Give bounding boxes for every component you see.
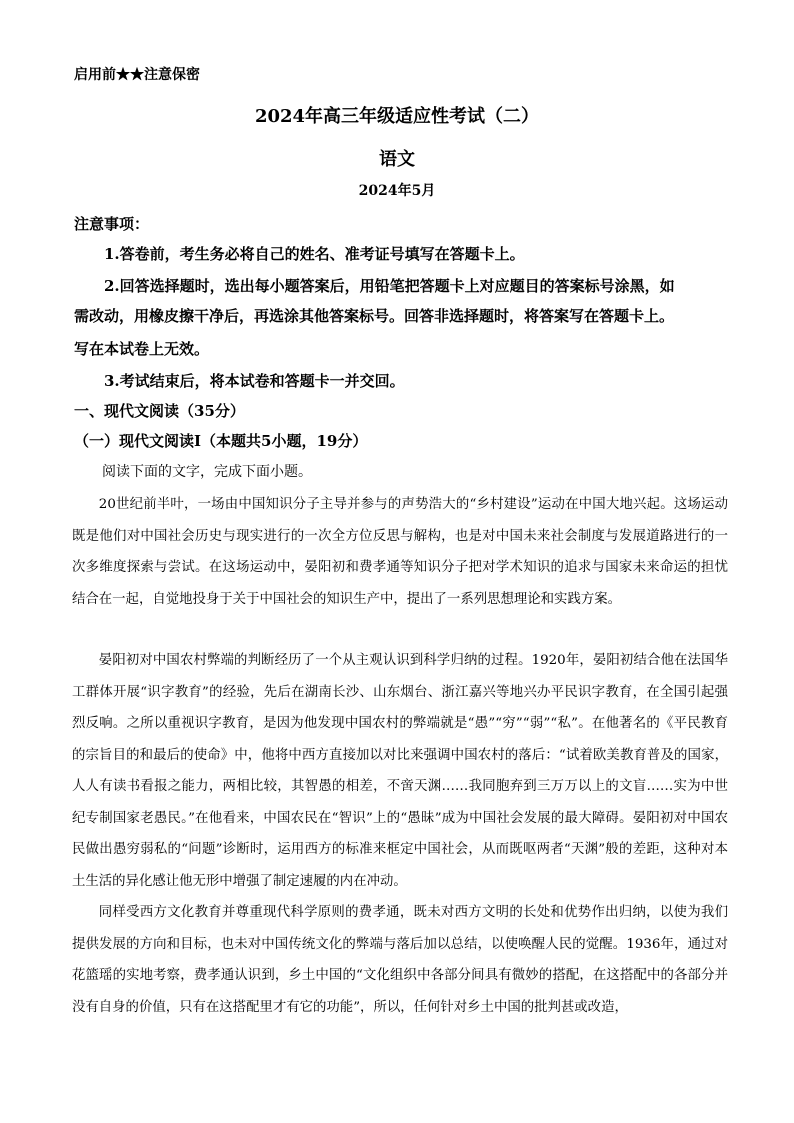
exam-date: 2024年5月 (358, 183, 436, 199)
notes-item-3: 3.考试结束后，将本试卷和答题卡一并交回。 (104, 372, 405, 390)
passage-paragraph-3: 同样受西方文化教育并尊重现代科学原则的费孝通，既未对西方文明的长处和优势作出归纳，以使为我们提供发展的方向和目标，也未对中国传统文化的弊端与落后加以总结，以使唤醒人民的觉醒。1936年，通过对花篮瑶的实地考察，费孝通认识到，乡土中国的“文化组织中各部分间具有微妙的搭配，在这搭配中的各部分并没有自身的价值，只有在这搭配里才有它的功能”，所以，任何针对乡土中国的批判甚或改造， (72, 905, 728, 1015)
exam-title: 2024年高三年级适应性考试（二） (254, 106, 540, 127)
confidential-label: 启用前★★注意保密 (74, 67, 200, 83)
section-heading: 一、现代文阅读（35分） (74, 402, 245, 420)
notes-heading: 注意事项： (74, 215, 150, 233)
subject-title: 语文 (379, 149, 415, 170)
notes-item-2-end: 写在本试卷上无效。 (74, 340, 210, 358)
notes-item-1: 1.答卷前，考生务必将自己的姓名、准考证号填写在答题卡上。 (104, 245, 525, 263)
passage-paragraph-1: 20世纪前半叶，一场由中国知识分子主导并参与的声势浩大的“乡村建设”运动在中国大地兴起。这场运动既是他们对中国社会历史与现实进行的一次全方位反思与解构，也是对中国未来社会制度与发展道路进行的一次多维度探索与尝试。在这场运动中，晏阳初和费孝通等知识分子把对学术知识的追求与国家未来命运的担忧结合在一起，自觉地投身于关于中国社会的知识生产中，提出了一系列思想理论和实践方案。 (72, 497, 728, 607)
notes-item-2: 2.回答选择题时，选出每小题答案后，用铅笔把答题卡上对应题目的答案标号涂黑，如 (104, 277, 675, 295)
subsection-heading: （一）现代文阅读Ⅰ（本题共5小题，19分） (74, 432, 368, 450)
passage-paragraph-2: 晏阳初对中国农村弊端的判断经历了一个从主观认识到科学归纳的过程。1920年，晏阳初结合他在法国华工群体开展“识字教育”的经验，先后在湖南长沙、山东烟台、浙江嘉兴等地兴办平民识字教育，在全国引起强烈反响。之所以重视识字教育，是因为他发现中国农村的弊端就是“愚”“穷”“弱”“私”。在他著名的《平民教育的宗旨目的和最后的使命》中，他将中西方直接加以对比来强调中国农村的落后：“试着欧美教育普及的国家，人人有读书看报之能力，两相比较，其智愚的相差，不啻天渊……我同胞弃到三万万以上的文盲……实为中世纪专制国家老愚民。”在他看来，中国农民在“智识”上的“愚昧”成为中国社会发展的最大障碍。晏阳初对中国农民做出愚穷弱私的“问题”诊断时，运用西方的标准来框定中国社会，从而既呕两者“天渊”般的差距，这种对本土生活的异化感让他无形中增强了制定速履的内在冲动。 (72, 653, 728, 889)
reading-instruction: 阅读下面的文字，完成下面小题。 (102, 464, 312, 480)
notes-item-2-cont: 需改动，用橡皮擦干净后，再选涂其他答案标号。回答非选择题时，将答案写在答题卡上。 (74, 307, 675, 325)
